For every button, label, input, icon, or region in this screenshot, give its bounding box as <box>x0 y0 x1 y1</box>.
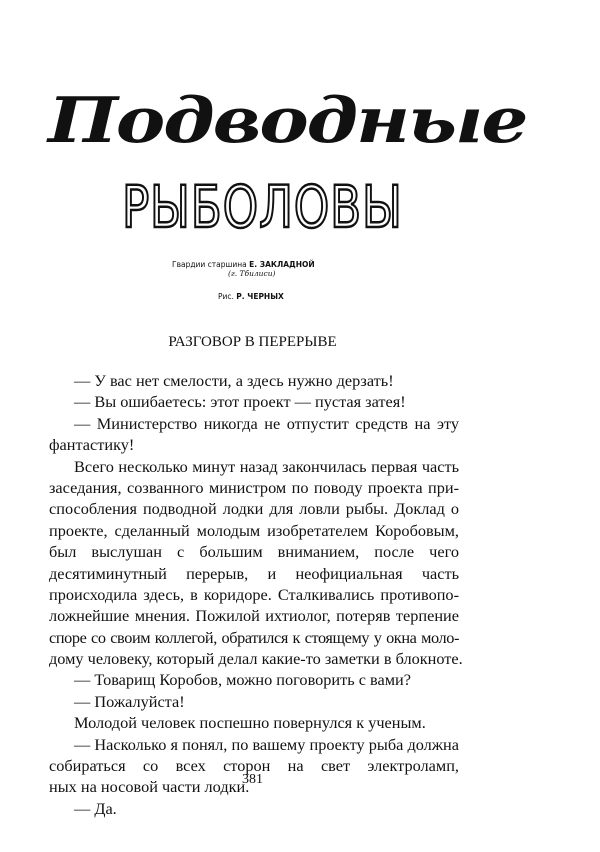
text-line: — У вас нет смелости, а здесь нужно дерзать! <box>74 371 394 390</box>
text-line: ных на носовой части лодки. <box>49 777 250 797</box>
author-line <box>172 260 315 269</box>
text-line: проекте, сделанный молодым изобретателем Коробовым, <box>49 520 459 540</box>
text-line: десятиминутный перерыв, и неофициальная часть <box>49 563 459 583</box>
text-line: собираться со всех сторон на свет электроламп, <box>49 756 459 776</box>
page-number: 381 <box>242 772 263 787</box>
text-line: споре со своим коллегой, обратился к стоящему у окна моло- <box>49 627 459 647</box>
text-line: Молодой человек поспешно повернулся к ученым. <box>74 713 426 733</box>
text-line: — Пожалуйста! <box>74 691 185 711</box>
text-line: ложнейшие мнения. Пожилой ихтиолог, потеряв терпение <box>49 606 459 626</box>
section-heading: РАЗГОВОР В ПЕРЕРЫВЕ <box>168 334 337 350</box>
text-line: — Министерство никогда не отпустит средств на эту <box>74 413 459 433</box>
text-line: — Да. <box>74 798 117 818</box>
title-block: РЫБОЛОВЫ <box>122 173 403 241</box>
author-name: Е. ЗАКЛАДНОЙ <box>249 260 315 269</box>
text-line: дому человеку, который делал какие-то заметки в блокноте. <box>49 649 463 669</box>
author-city: (г. Тбилиси) <box>228 269 276 278</box>
text-line: — Товарищ Коробов, можно поговорить с вами? <box>74 670 411 690</box>
title-script: Подводные <box>48 83 527 158</box>
text-line: — Насколько я понял, по вашему проекту рыба должна <box>74 734 459 754</box>
text-line: Всего несколько минут назад закончилась первая часть <box>74 456 459 476</box>
illustrator-prefix: Рис. <box>218 292 234 301</box>
text-line: — Вы ошибаетесь: этот проект — пустая затея! <box>74 392 406 412</box>
author-prefix: Гвардии старшина <box>172 260 247 269</box>
text-line: способления подводной лодки для ловли рыбы. Доклад о <box>49 499 459 519</box>
text-line: заседания, созванного министром по поводу проекта при- <box>49 477 459 497</box>
illustrator-name: Р. ЧЕРНЫХ <box>236 292 284 301</box>
body-text <box>49 370 463 819</box>
text-line: фантастику! <box>49 435 135 455</box>
text-line: был выслушан с большим вниманием, после чего <box>49 542 459 562</box>
illustrator-line <box>218 292 284 301</box>
text-line: происходила здесь, в коридоре. Сталкивались противопо- <box>49 584 459 604</box>
